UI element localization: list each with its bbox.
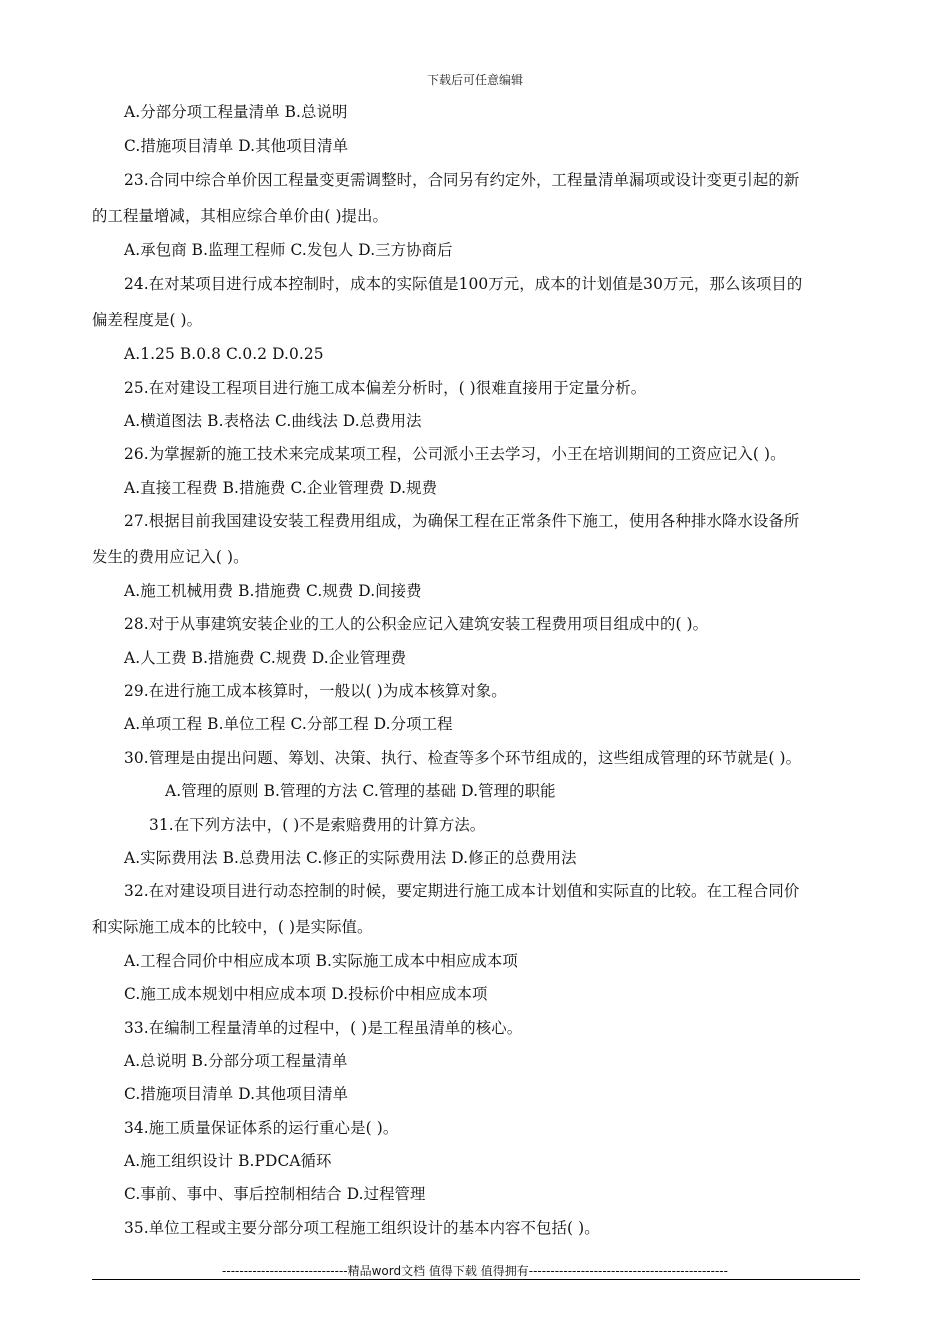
question-23: 23.合同中综合单价因工程量变更需调整时，合同另有约定外，工程量清单漏项或设计变更引起的新 [124, 171, 800, 189]
question-35: 35.单位工程或主要分部分项工程施工组织设计的基本内容不包括( )。 [124, 1219, 600, 1237]
text-line: C.事前、事中、事后控制相结合 D.过程管理 [124, 1185, 426, 1203]
question-31: 31.在下列方法中，( )不是索赔费用的计算方法。 [149, 816, 486, 834]
question-33: 33.在编制工程量清单的过程中，( )是工程虽清单的核心。 [124, 1019, 523, 1037]
page-footer: -----------------------------精品word文档 值得下载 值得拥有---------------------------------------------- [222, 1264, 728, 1278]
options-33: A.总说明 B.分部分项工程量清单 [124, 1052, 348, 1070]
question-30: 30.管理是由提出问题、筹划、决策、执行、检查等多个环节组成的，这些组成管理的环节就是( )。 [124, 749, 802, 767]
text-line: C.措施项目清单 D.其他项目清单 [124, 1085, 349, 1103]
text-line: 偏差程度是( )。 [92, 311, 203, 329]
options-32: A.工程合同价中相应成本项 B.实际施工成本中相应成本项 [124, 952, 518, 970]
page-header: 下载后可任意编辑 [426, 73, 523, 87]
text-line: C.措施项目清单 D.其他项目清单 [124, 137, 349, 155]
options-30: A.管理的原则 B.管理的方法 C.管理的基础 D.管理的职能 [165, 782, 556, 800]
options-25: A.横道图法 B.表格法 C.曲线法 D.总费用法 [124, 412, 422, 430]
question-28: 28.对于从事建筑安装企业的工人的公积金应记入建筑安装工程费用项目组成中的( )。 [124, 615, 709, 633]
question-24: 24.在对某项目进行成本控制时，成本的实际值是100万元，成本的计划值是30万元，那么该项目的 [124, 275, 803, 293]
text-line: 的工程量增减，其相应综合单价由( )提出。 [92, 207, 389, 225]
options-28: A.人工费 B.措施费 C.规费 D.企业管理费 [124, 649, 407, 667]
text-line: 和实际施工成本的比较中，( )是实际值。 [92, 918, 373, 936]
question-27: 27.根据目前我国建设安装工程费用组成，为确保工程在正常条件下施工，使用各种排水降水设备所 [124, 512, 800, 530]
options-24: A.1.25 B.0.8 C.0.2 D.0.25 [124, 345, 324, 363]
question-34: 34.施工质量保证体系的运行重心是( )。 [124, 1119, 399, 1137]
text-line: A.分部分项工程量清单 B.总说明 [124, 103, 348, 121]
text-line: C.施工成本规划中相应成本项 D.投标价中相应成本项 [124, 985, 488, 1003]
question-25: 25.在对建设工程项目进行施工成本偏差分析时，( )很难直接用于定量分析。 [124, 379, 647, 397]
text-line: 发生的费用应记入( )。 [92, 548, 249, 566]
options-29: A.单项工程 B.单位工程 C.分部工程 D.分项工程 [124, 715, 453, 733]
question-26: 26.为掌握新的施工技术来完成某项工程，公司派小王去学习，小王在培训期间的工资应记入( )。 [124, 445, 786, 463]
options-26: A.直接工程费 B.措施费 C.企业管理费 D.规费 [124, 479, 438, 497]
options-34: A.施工组织设计 B.PDCA循环 [124, 1152, 332, 1170]
question-32: 32.在对建设项目进行动态控制的时候，要定期进行施工成本计划值和实际直的比较。在工程合同价 [124, 882, 800, 900]
options-31: A.实际费用法 B.总费用法 C.修正的实际费用法 D.修正的总费用法 [124, 849, 577, 867]
options-23: A.承包商 B.监理工程师 C.发包人 D.三方协商后 [124, 241, 453, 259]
options-27: A.施工机械用费 B.措施费 C.规费 D.间接费 [124, 582, 422, 600]
question-29: 29.在进行施工成本核算时，一般以( )为成本核算对象。 [124, 682, 507, 700]
footer-divider [92, 1279, 860, 1280]
